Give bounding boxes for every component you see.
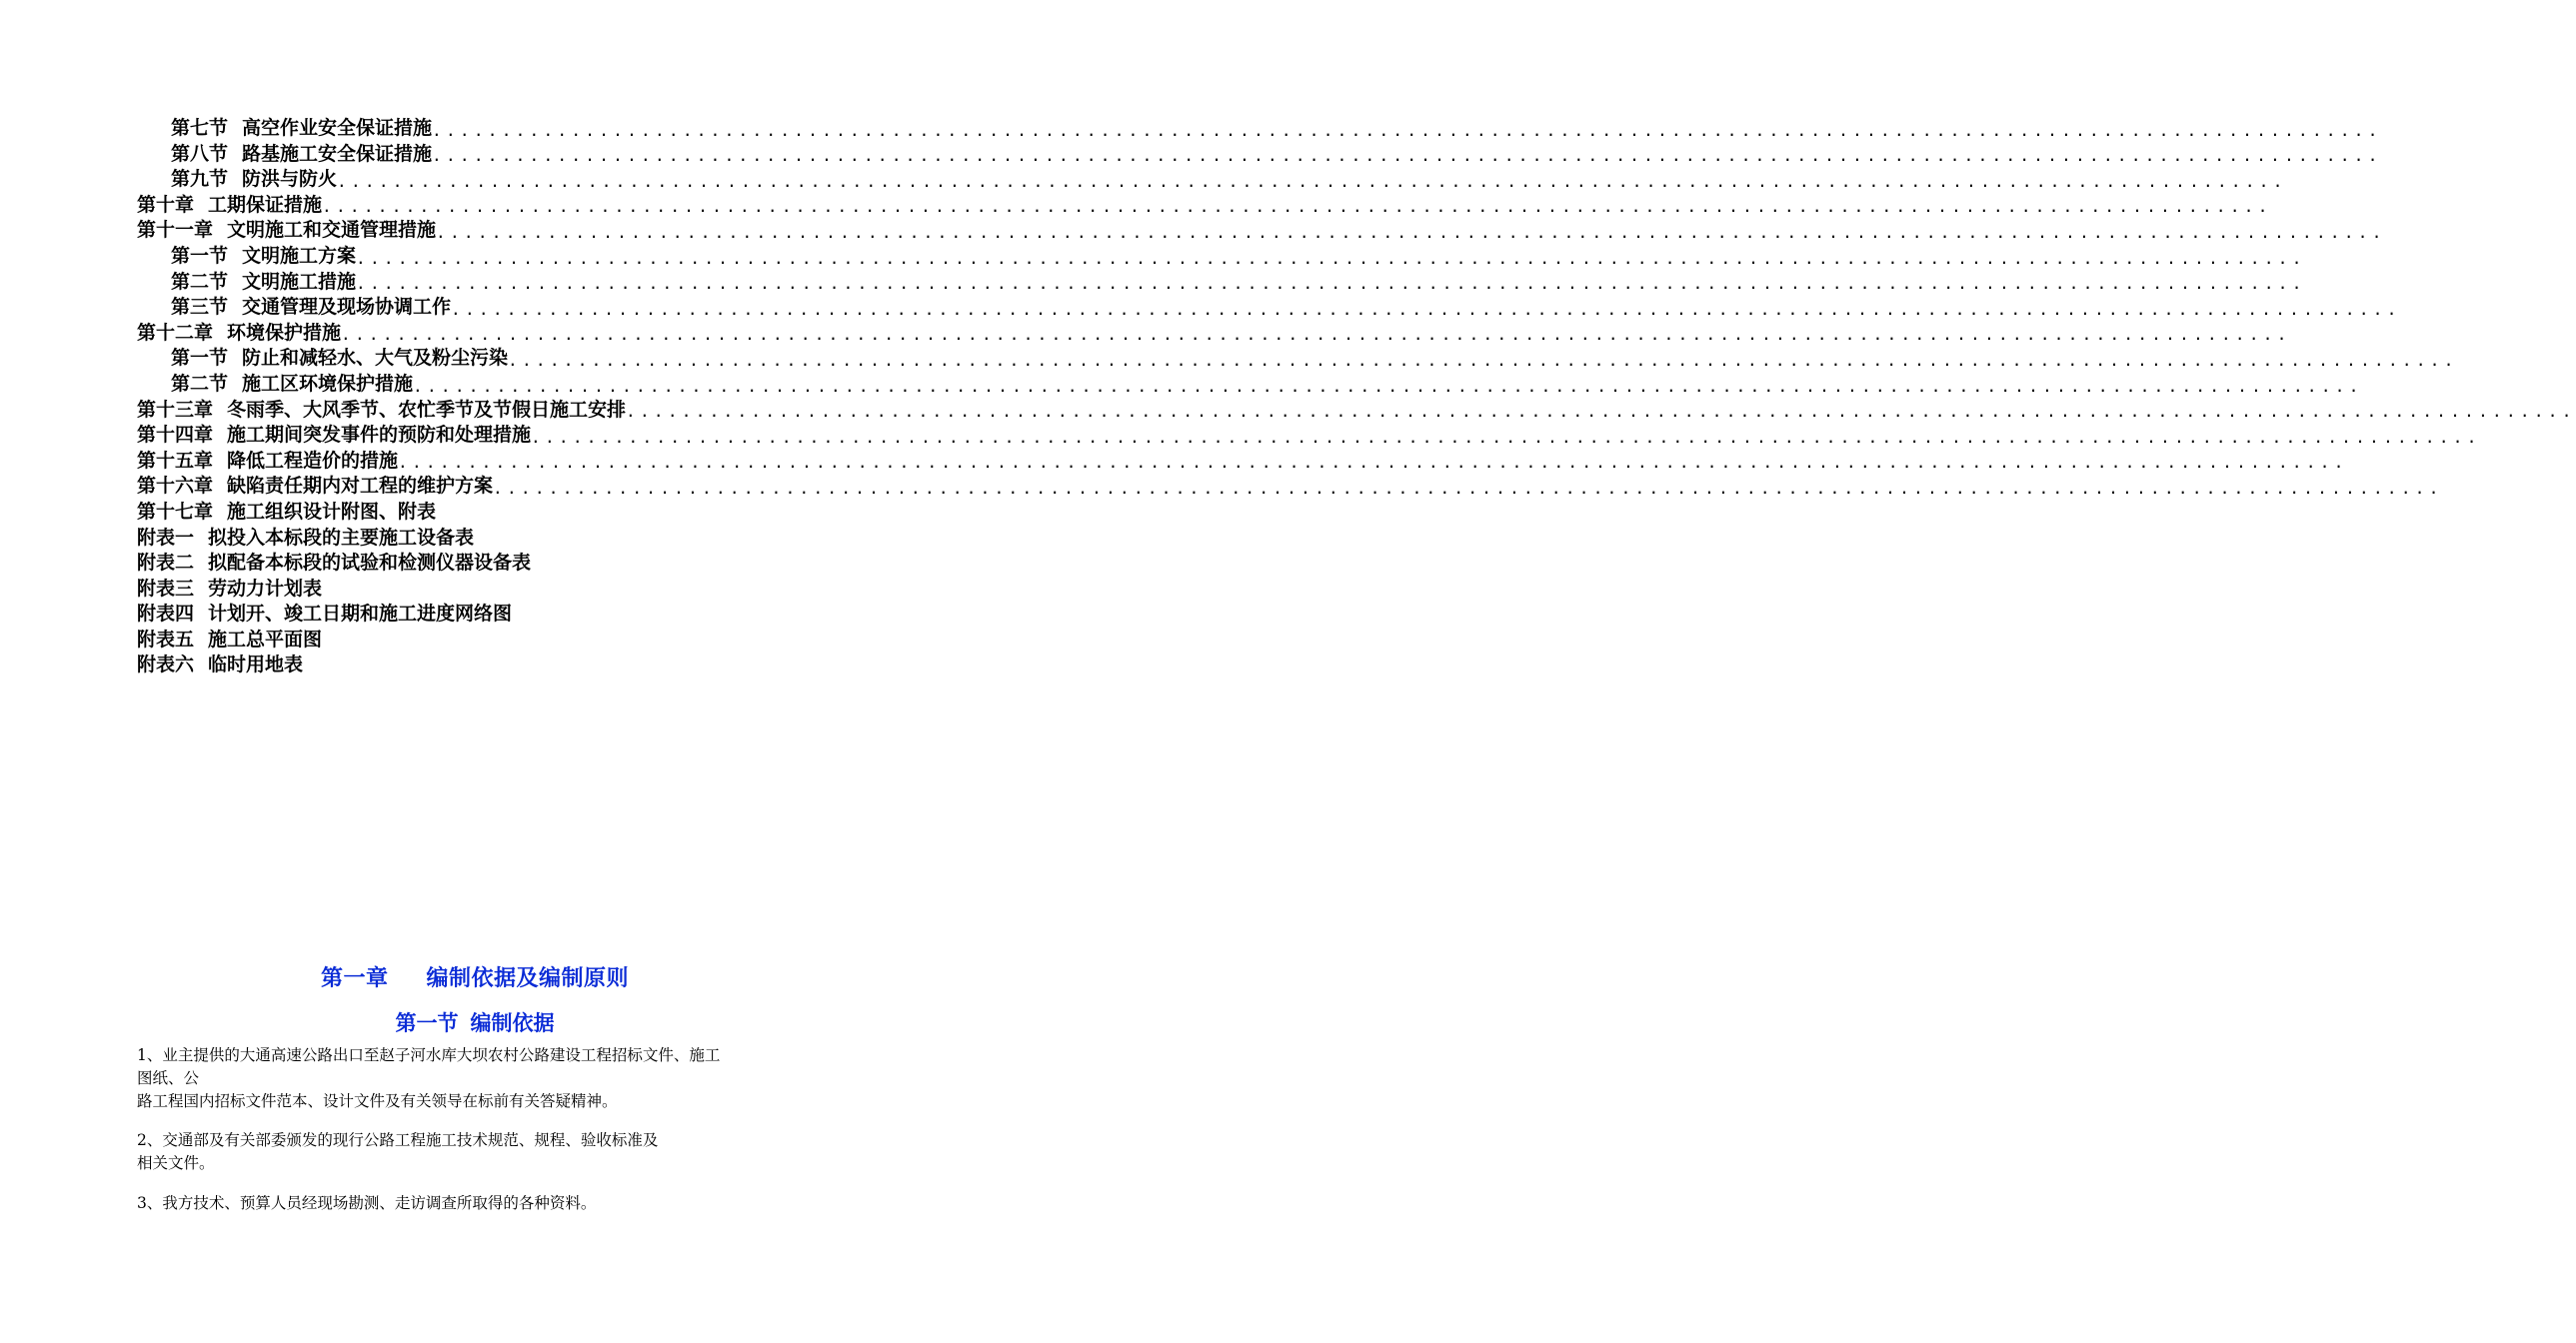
section-title: 编制依据 <box>470 1011 555 1035</box>
toc-entry[interactable] <box>137 577 853 603</box>
toc-entry-title: 临时用地表 <box>208 654 304 676</box>
toc-entry-number: 附表一 <box>137 526 195 549</box>
toc-entry-title: 交通管理及现场协调工作 <box>242 296 452 319</box>
toc-entry[interactable] <box>137 193 2272 219</box>
toc-entry-number: 附表四 <box>137 603 195 626</box>
toc-dot-leader: ............................................................................................................................................ <box>432 120 2382 140</box>
toc-entry-title: 文明施工和交通管理措施 <box>227 219 437 242</box>
paragraph-line: 3、我方技术、预算人员经现场勘测、走访调查所取得的各种资料。 <box>137 1194 597 1212</box>
toc-entry-number: 附表五 <box>137 628 195 651</box>
toc-entry[interactable] <box>137 526 853 552</box>
toc-dot-leader: ............................................................................................................................................ <box>493 478 2443 498</box>
toc-entry[interactable] <box>137 628 853 654</box>
toc-entry-title: 施工期间突发事件的预防和处理措施 <box>227 424 532 447</box>
toc-entry[interactable] <box>137 346 2458 372</box>
toc-dot-leader: ............................................................................................................................................ <box>322 197 2272 217</box>
toc-entry-number: 第九节 <box>171 168 229 191</box>
toc-dot-leader: ............................................................................................................................................ <box>413 376 2363 396</box>
toc-entry[interactable] <box>137 500 853 526</box>
toc-entry-number: 第十五章 <box>137 449 214 472</box>
toc-entry[interactable] <box>137 398 2576 424</box>
toc-entry-title: 防洪与防火 <box>242 168 338 191</box>
toc-entry[interactable] <box>137 142 2382 168</box>
toc-dot-leader: ............................................................................................................................................ <box>451 299 2401 319</box>
toc-entry-number: 第八节 <box>171 142 229 165</box>
toc-entry[interactable] <box>137 372 2363 398</box>
paragraph-line: 1、业主提供的大通高速公路出口至赵子河水库大坝农村公路建设工程招标文件、施工 <box>137 1046 721 1064</box>
toc-entry-number: 第七节 <box>171 117 229 139</box>
toc-dot-leader: ............................................................................................................................................ <box>436 222 2386 242</box>
paragraph-2 <box>137 1129 857 1175</box>
paragraph-line: 2、交通部及有关部委颁发的现行公路工程施工技术规范、规程、验收标准及 <box>137 1131 659 1149</box>
chapter-number: 第一章 <box>320 966 389 991</box>
toc-entry-title: 劳动力计划表 <box>208 577 323 600</box>
toc-entry[interactable] <box>137 602 853 628</box>
toc-dot-leader: ............................................................................................................................................ <box>626 402 2576 422</box>
toc-entry-number: 附表三 <box>137 577 195 600</box>
toc-dot-leader: ............................................................................................................................................ <box>356 248 2306 268</box>
toc-entry[interactable] <box>137 244 2306 270</box>
toc-entry[interactable] <box>137 218 2386 244</box>
toc-entry-number: 第一节 <box>171 347 229 370</box>
toc-entry[interactable] <box>137 653 853 678</box>
toc-entry[interactable] <box>137 295 2401 321</box>
section-heading <box>0 1007 950 1037</box>
toc-entry-title: 防止和减轻水、大气及粉尘污染 <box>242 347 509 370</box>
toc-entry-number: 第二节 <box>171 372 229 395</box>
toc-entry-title: 降低工程造价的措施 <box>227 449 399 472</box>
toc-entry[interactable] <box>137 167 2287 193</box>
toc-entry-number: 第十四章 <box>137 424 214 447</box>
chapter-title: 编制依据及编制原则 <box>426 966 630 991</box>
toc-dot-leader: ............................................................................................................................................ <box>432 146 2382 166</box>
toc-dot-leader: ............................................................................................................................................ <box>398 453 2348 473</box>
toc-dot-leader: ............................................................................................................................................ <box>341 325 2291 345</box>
toc-entry[interactable] <box>137 551 853 577</box>
toc-dot-leader: ............................................................................................................................................ <box>356 274 2306 294</box>
toc-entry[interactable] <box>137 270 2306 296</box>
toc-entry[interactable] <box>137 474 2443 500</box>
toc-entry-title: 路基施工安全保证措施 <box>242 142 433 165</box>
toc-entry-title: 环境保护措施 <box>227 321 342 344</box>
toc-entry-number: 第十七章 <box>137 500 214 523</box>
toc-entry-number: 第十一章 <box>137 219 214 242</box>
paragraph-line: 路工程国内招标文件范本、设计文件及有关领导在标前有关答疑精神。 <box>137 1092 618 1110</box>
toc-entry-title: 文明施工措施 <box>242 270 357 293</box>
toc-dot-leader: ............................................................................................................................................ <box>508 350 2458 370</box>
toc-entry-number: 第十章 <box>137 193 195 216</box>
toc-entry-title: 施工区环境保护措施 <box>242 372 414 395</box>
toc-entry-title: 计划开、竣工日期和施工进度网络图 <box>208 603 513 626</box>
toc-entry[interactable] <box>137 423 2481 449</box>
table-of-contents <box>137 116 2576 678</box>
toc-entry-number: 第一节 <box>171 244 229 267</box>
toc-entry-title: 工期保证措施 <box>208 193 323 216</box>
paragraph-1 <box>137 1044 857 1113</box>
toc-entry[interactable] <box>137 449 2348 475</box>
paragraph-line: 相关文件。 <box>137 1154 215 1172</box>
toc-entry-number: 第二节 <box>171 270 229 293</box>
toc-entry[interactable] <box>137 321 2291 347</box>
toc-entry-number: 附表六 <box>137 654 195 676</box>
toc-entry-title: 冬雨季、大风季节、农忙季节及节假日施工安排 <box>227 398 627 421</box>
toc-entry-number: 附表二 <box>137 552 195 575</box>
section-number: 第一节 <box>395 1011 459 1035</box>
toc-entry-title: 施工总平面图 <box>208 628 323 651</box>
toc-entry-title: 拟配备本标段的试验和检测仪器设备表 <box>208 552 532 575</box>
toc-dot-leader: ............................................................................................................................................ <box>337 171 2287 191</box>
toc-entry-title: 拟投入本标段的主要施工设备表 <box>208 526 475 549</box>
toc-entry-number: 第十三章 <box>137 398 214 421</box>
paragraph-line: 图纸、公 <box>137 1069 200 1087</box>
toc-entry-title: 高空作业安全保证措施 <box>242 117 433 139</box>
toc-entry-title: 文明施工方案 <box>242 244 357 267</box>
toc-entry-title: 缺陷责任期内对工程的维护方案 <box>227 475 494 498</box>
chapter-heading <box>0 961 950 992</box>
toc-entry-title: 施工组织设计附图、附表 <box>227 500 437 523</box>
toc-entry-number: 第三节 <box>171 296 229 319</box>
toc-dot-leader: ............................................................................................................................................ <box>531 427 2481 447</box>
paragraph-3 <box>137 1192 857 1215</box>
toc-entry-number: 第十六章 <box>137 475 214 498</box>
toc-entry-number: 第十二章 <box>137 321 214 344</box>
toc-entry[interactable] <box>137 116 2382 142</box>
